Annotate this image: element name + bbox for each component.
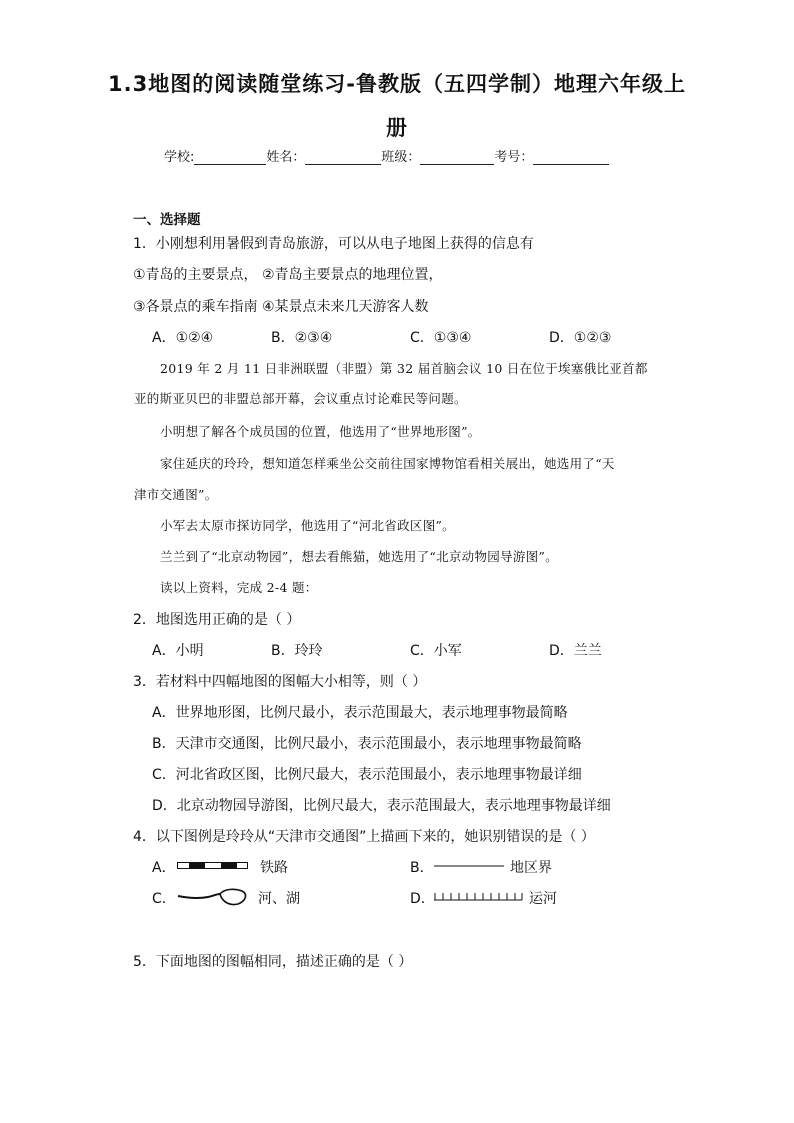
- question-2-option-c[interactable]: C．小军: [410, 643, 462, 659]
- question-4-option-c[interactable]: [152, 888, 176, 908]
- question-1-option-c[interactable]: C．①③④: [410, 330, 472, 346]
- question-3-stem: 3．若材料中四幅地图的图幅大小相等，则（ ）: [133, 674, 427, 690]
- material-paragraph-3-cont: 津市交通图”。: [134, 487, 218, 502]
- material-paragraph-5: 兰兰到了“北京动物园”，想去看熊猫，她选用了“北京动物园导游图”。: [160, 549, 558, 564]
- question-1-option-a[interactable]: A．①②④: [152, 330, 214, 346]
- question-2-option-b[interactable]: B．玲玲: [271, 643, 323, 659]
- boundary-line-icon: [434, 859, 506, 873]
- question-4-option-a-label: 铁路: [260, 860, 288, 876]
- question-3-option-d[interactable]: D．北京动物园导游图，比例尺最大，表示范围最大，表示地理事物最详细: [152, 798, 611, 814]
- school-label: 学校:: [164, 150, 195, 165]
- question-4-stem: 4．以下图例是玲玲从“天津市交通图”上描画下来的，她识别错误的是（ ）: [133, 829, 595, 845]
- material-paragraph-4: 小军去太原市探访同学，他选用了“河北省政区图”。: [160, 518, 455, 533]
- railway-symbol-icon: [177, 859, 249, 873]
- material-paragraph-1: 2019 年 2 月 11 日非洲联盟（非盟）第 32 届首脑会议 10 日在位于埃塞俄比亚首都: [160, 361, 648, 376]
- school-blank[interactable]: [194, 150, 266, 165]
- river-lake-symbol-icon: [176, 885, 250, 907]
- question-1-line-3: ③各景点的乘车指南 ④某景点未来几天游客人数: [133, 299, 429, 315]
- class-label: 班级：: [381, 150, 421, 165]
- name-label: 姓名：: [266, 150, 306, 165]
- student-info-row: [164, 146, 609, 165]
- page-title-continued: 册: [386, 116, 408, 140]
- name-blank[interactable]: [305, 150, 381, 165]
- class-blank[interactable]: [420, 150, 494, 165]
- exam-number-blank[interactable]: [533, 150, 609, 165]
- option-letter: A．: [152, 860, 176, 876]
- question-2-stem: 2．地图选用正确的是（ ）: [133, 612, 301, 628]
- question-1-line-2: ①青岛的主要景点， ②青岛主要景点的地理位置，: [133, 267, 443, 283]
- question-3-option-c[interactable]: C．河北省政区图，比例尺最大，表示范围最小，表示地理事物最详细: [152, 767, 582, 783]
- question-2-option-a[interactable]: A．小明: [152, 643, 204, 659]
- material-paragraph-2: 小明想了解各个成员国的位置，他选用了“世界地形图”。: [160, 424, 481, 439]
- question-2-option-d[interactable]: D．兰兰: [549, 643, 602, 659]
- question-1-stem: 1．小刚想利用暑假到青岛旅游，可以从电子地图上获得的信息有: [133, 236, 534, 252]
- question-3-option-b[interactable]: B．天津市交通图，比例尺最小，表示范围最小，表示地理事物最简略: [152, 736, 582, 752]
- material-paragraph-3: 家住延庆的玲玲，想知道怎样乘坐公交前往国家博物馆看相关展出，她选用了“天: [160, 456, 615, 471]
- question-4-option-d-label: 运河: [529, 891, 557, 907]
- canal-symbol-icon: [434, 889, 524, 903]
- option-letter: D．: [410, 891, 435, 907]
- option-letter: B．: [410, 860, 434, 876]
- exam-number-label: 考号：: [494, 150, 534, 165]
- material-paragraph-1-cont: 亚的斯亚贝巴的非盟总部开幕，会议重点讨论难民等问题。: [134, 391, 467, 406]
- question-4-option-d[interactable]: [410, 888, 435, 908]
- section-heading: 一、选择题: [133, 212, 201, 228]
- question-1-option-b[interactable]: B．②③④: [271, 330, 333, 346]
- question-4-option-a[interactable]: [152, 857, 176, 877]
- question-3-option-a[interactable]: A．世界地形图，比例尺最小，表示范围最大，表示地理事物最简略: [152, 705, 568, 721]
- question-4-option-c-label: 河、湖: [258, 891, 300, 907]
- page-title: 1.3地图的阅读随堂练习-鲁教版（五四学制）地理六年级上: [108, 72, 686, 96]
- question-4-option-b[interactable]: [410, 857, 434, 877]
- option-letter: C．: [152, 891, 176, 907]
- question-1-option-d[interactable]: D．①②③: [549, 330, 612, 346]
- material-instruction: 读以上资料，完成 2-4 题：: [160, 580, 318, 595]
- question-5-stem: 5．下面地图的图幅相同，描述正确的是（ ）: [133, 954, 413, 970]
- question-4-option-b-label: 地区界: [510, 860, 552, 876]
